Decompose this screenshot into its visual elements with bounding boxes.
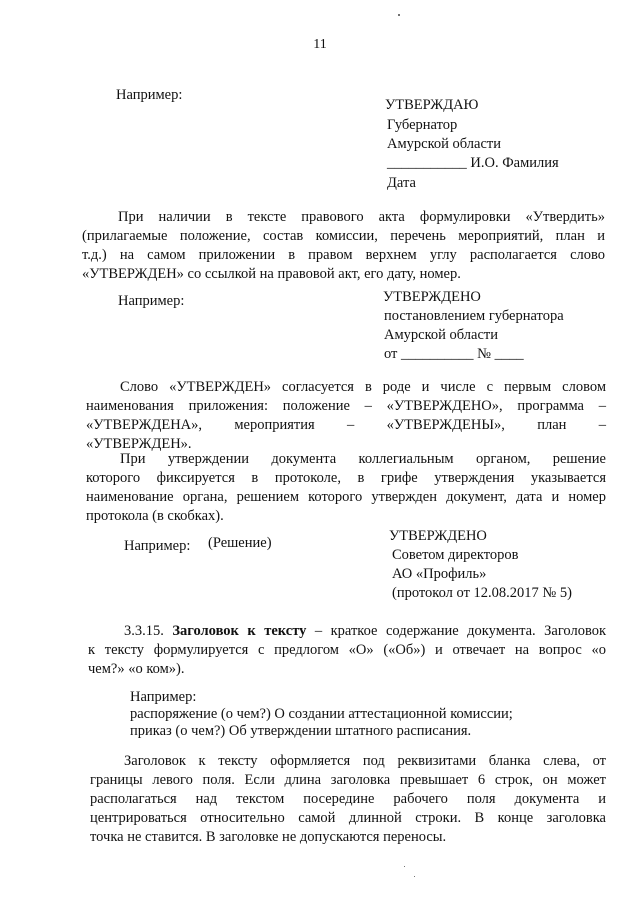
paragraph-line: которого фиксируется в протоколе, в грифе утверждения указывается	[86, 470, 606, 486]
paragraph-line: «УТВЕРЖДЕН» со ссылкой на правовой акт, его дату, номер.	[82, 266, 461, 282]
stamp-line: УТВЕРЖДАЮ	[385, 97, 479, 113]
paragraph-gender-agreement	[86, 378, 606, 454]
paragraph-line: (прилагаемые положение, состав комиссии, перечень мероприятий, план и	[82, 228, 605, 244]
stamp-line: АО «Профиль»	[392, 566, 487, 582]
paragraph-line: протокола (в скобках).	[86, 508, 224, 524]
stamp-line: Амурской области	[387, 136, 501, 152]
example-label-3: Например:	[124, 538, 191, 554]
stamp-line: ___________ И.О. Фамилия	[387, 155, 559, 171]
paragraph-line: центрироваться относительно самой длинной строки. В конце заголовка	[90, 810, 606, 826]
stamp-line: Амурской области	[384, 327, 498, 343]
paragraph-line: «УТВЕРЖДЕН».	[86, 436, 192, 452]
scan-speck	[398, 14, 400, 16]
example-note-decision: (Решение)	[208, 535, 272, 551]
paragraph-line: т.д.) на самом приложении в правом верхнем углу располагается слово	[82, 247, 605, 263]
stamp-line: постановлением губернатора	[384, 308, 564, 324]
paragraph-line: границы левого поля. Если длина заголовка превышает 6 строк, он может	[90, 772, 606, 788]
example-label-1: Например:	[116, 87, 183, 103]
paragraph-approval-word	[82, 208, 605, 284]
paragraph-heading-placement	[90, 752, 606, 847]
paragraph-line: Слово «УТВЕРЖДЕН» согласуется в роде и числе с первым словом	[120, 379, 606, 395]
section-heading-to-text	[88, 622, 606, 679]
paragraph-line: Заголовок к тексту оформляется под реквизитами бланка слева, от	[124, 753, 606, 769]
section-line: чем?» «о ком»).	[88, 661, 185, 677]
paragraph-line: При утверждении документа коллегиальным органом, решение	[120, 451, 606, 467]
section-number: 3.3.15.	[124, 623, 164, 639]
page-number: 11	[313, 37, 327, 52]
stamp-line: Дата	[387, 175, 416, 191]
section-heading: Заголовок к тексту	[172, 623, 307, 639]
paragraph-line: наименование органа, решением которого утвержден документ, дата и номер	[86, 489, 606, 505]
stamp-line: (протокол от 12.08.2017 № 5)	[392, 585, 572, 601]
paragraph-line: точка не ставится. В заголовке не допускаются переносы.	[90, 829, 447, 845]
stamp-line: Губернатор	[387, 117, 458, 133]
section-line	[88, 622, 606, 641]
scan-speck	[414, 876, 415, 877]
paragraph-line: При наличии в тексте правового акта формулировки «Утвердить»	[118, 209, 605, 225]
section-text: – краткое содержание документа. Заголовок	[314, 623, 606, 639]
stamp-line: Советом директоров	[392, 547, 519, 563]
section-line: к тексту формулируется с предлогом «О» («Об») и отвечает на вопрос «о	[88, 642, 606, 658]
paragraph-collegial-body	[86, 450, 606, 526]
paragraph-line: «УТВЕРЖДЕНА», мероприятия – «УТВЕРЖДЕНЫ», план –	[86, 417, 606, 433]
paragraph-line: располагаться над текстом посередине рабочего поля документа и	[90, 791, 606, 807]
paragraph-line: наименования приложения: положение – «УТВЕРЖДЕНО», программа –	[86, 398, 606, 414]
example-label-2: Например:	[118, 293, 185, 309]
stamp-line: от __________ № ____	[384, 346, 524, 362]
stamp-line: УТВЕРЖДЕНО	[383, 289, 481, 305]
scan-speck	[404, 866, 405, 867]
example-line: приказ (о чем?) Об утверждении штатного расписания.	[130, 723, 472, 739]
example-label-4: Например:	[130, 689, 197, 705]
stamp-line: УТВЕРЖДЕНО	[389, 528, 487, 544]
example-line: распоряжение (о чем?) О создании аттестационной комиссии;	[130, 706, 513, 722]
